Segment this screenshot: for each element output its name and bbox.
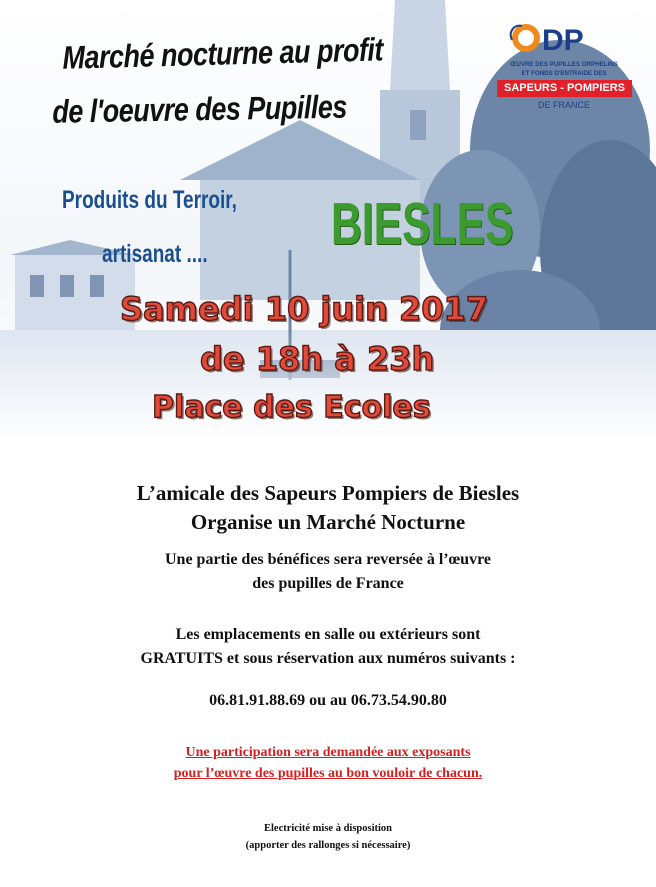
- event-hours: de 18h à 23h: [200, 340, 435, 378]
- phone-numbers: 06.81.91.88.69 ou au 06.73.54.90.80: [209, 692, 447, 709]
- booking-line-2: GRATUITS et sous réservation aux numéros suivants :: [140, 650, 516, 667]
- svg-text:DP: DP: [542, 24, 584, 57]
- logo-line-1: ŒUVRE DES PUPILLES ORPHELINS: [510, 61, 618, 68]
- logo-banner: SAPEURS - POMPIERS: [497, 80, 632, 97]
- logo-line-2: ET FONDS D'ENTRAIDE DES: [521, 70, 607, 77]
- organizer-line-1: L’amicale des Sapeurs Pompiers de Biesles: [136, 481, 520, 505]
- participation-line-1: Une participation sera demandée aux exposants: [185, 745, 471, 760]
- tagline-line-2: artisanat ....: [102, 241, 208, 269]
- electricity-line-2: (apporter des rallonges si nécessaire): [245, 840, 411, 851]
- event-place: Place des Ecoles: [152, 390, 431, 425]
- electricity-line-1: Electricité mise à disposition: [263, 823, 393, 834]
- town-name: BIESLES: [331, 191, 514, 258]
- benefit-line-1: Une partie des bénéfices sera reversée à l’œuvre: [165, 551, 491, 568]
- booking-line-1: Les emplacements en salle ou extérieurs sont: [175, 626, 481, 643]
- tagline-line-1: Produits du Terroir,: [62, 187, 237, 215]
- title-line-1: Marché nocturne au profit: [62, 31, 384, 76]
- participation-line-2: pour l’œuvre des pupilles au bon vouloir de chacun.: [173, 766, 483, 781]
- logo-line-4: DE FRANCE: [537, 100, 590, 110]
- benefit-line-2: des pupilles de France: [252, 575, 404, 592]
- event-date: Samedi 10 juin 2017: [120, 290, 489, 328]
- title-line-2: de l'oeuvre des Pupilles: [52, 88, 348, 130]
- organizer-line-2: Organise un Marché Nocturne: [190, 510, 466, 534]
